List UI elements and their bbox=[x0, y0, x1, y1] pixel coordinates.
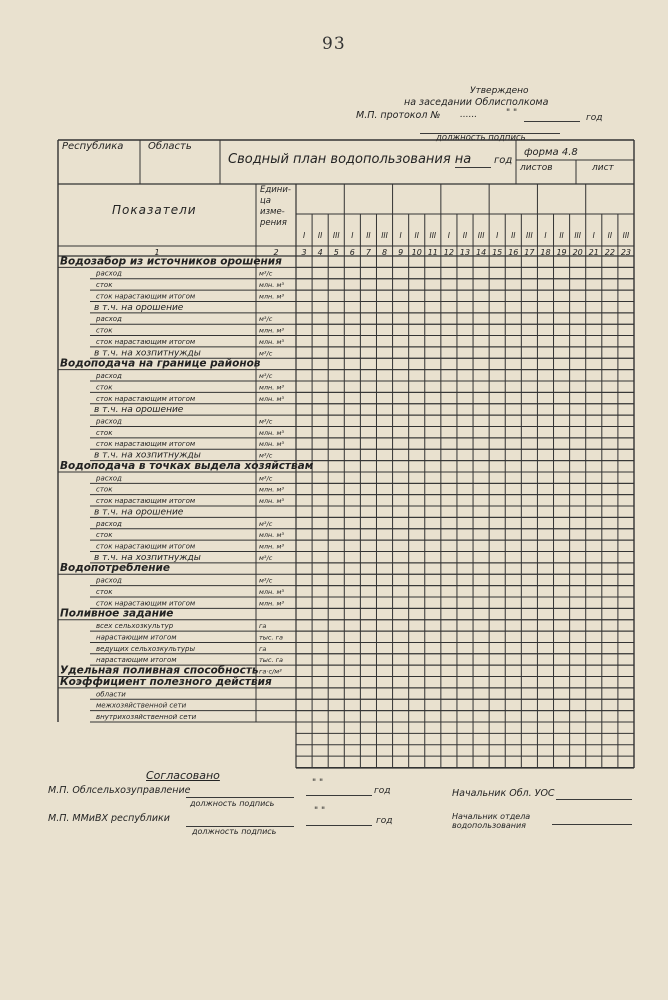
row-label: расход bbox=[96, 519, 122, 528]
row-unit-label: м³/с bbox=[259, 451, 273, 460]
column-number-label: 4 bbox=[317, 248, 323, 257]
row-label: расход bbox=[96, 269, 122, 278]
row-label: межхозяйственной сети bbox=[96, 701, 187, 710]
row-unit-label: м³/с bbox=[259, 269, 273, 278]
footer-agreed: Согласовано bbox=[146, 769, 220, 782]
approval-title: Утверждено bbox=[470, 86, 529, 96]
column-number-label: 16 bbox=[508, 248, 519, 257]
footer-left2-date-line bbox=[306, 825, 372, 826]
row-label: всех сельхозкультур bbox=[96, 622, 174, 631]
row-label: нарастающим итогом bbox=[96, 656, 177, 665]
row-label: расход bbox=[96, 315, 122, 324]
column-number-label: 22 bbox=[604, 248, 615, 257]
header-title: Сводный план водопользования на bbox=[228, 152, 472, 167]
row-label: Поливное задание bbox=[60, 607, 174, 620]
column-number-label: 11 bbox=[427, 248, 438, 257]
footer-right1: Начальник Обл. УОС bbox=[452, 788, 555, 799]
footer-right2: Начальник отдела водопользования bbox=[452, 812, 531, 830]
row-label: Коэффициент полезного действия bbox=[60, 675, 272, 688]
column-number-label: 8 bbox=[381, 248, 388, 257]
row-label: сток нарастающим итогом bbox=[96, 599, 196, 608]
header-form-number: форма 4.8 bbox=[524, 147, 578, 158]
roman-subperiod-label: II bbox=[511, 231, 516, 240]
row-label: Водопотребление bbox=[60, 562, 170, 575]
header-sheets: листов bbox=[520, 163, 553, 173]
column-number-label: 13 bbox=[459, 248, 471, 257]
row-unit-label: млн. м³ bbox=[259, 326, 284, 335]
row-unit-label: м³/с bbox=[259, 553, 273, 562]
row-unit-label: м³/с bbox=[259, 349, 273, 358]
column-number-label: 17 bbox=[524, 248, 535, 257]
approval-protocol: М.П. протокол № bbox=[356, 110, 441, 121]
row-unit-label: га·с/м³ bbox=[259, 667, 282, 676]
row-label: сток bbox=[96, 531, 113, 540]
roman-subperiod-label: II bbox=[414, 231, 419, 240]
row-label: сток нарастающим итогом bbox=[96, 337, 196, 346]
row-unit-label: млн. м³ bbox=[259, 440, 284, 449]
column-number-label: 23 bbox=[620, 248, 632, 257]
row-unit-label: млн. м³ bbox=[259, 383, 284, 392]
row-label: сток bbox=[96, 428, 113, 437]
column-number-label: 14 bbox=[476, 248, 487, 257]
row-unit-label: млн. м³ bbox=[259, 542, 284, 551]
column-number-label: 7 bbox=[365, 248, 371, 257]
row-label: расход bbox=[96, 474, 122, 483]
roman-subperiod-label: III bbox=[429, 231, 437, 240]
column-number-label: 12 bbox=[443, 248, 454, 257]
roman-subperiod-label: I bbox=[302, 231, 306, 240]
column-number-label: 5 bbox=[333, 248, 339, 257]
column-number-label: 10 bbox=[411, 248, 422, 257]
row-label: внутрихозяйственной сети bbox=[96, 713, 197, 721]
row-unit-label: тыс. га bbox=[259, 656, 284, 665]
row-unit-label: млн. м³ bbox=[259, 599, 284, 608]
footer-right1-line bbox=[556, 799, 632, 800]
row-unit-label: тыс. га bbox=[259, 633, 284, 642]
footer-left2-quote: " " bbox=[314, 806, 326, 816]
row-unit-label: млн. м³ bbox=[259, 531, 284, 540]
column-number-label: 19 bbox=[556, 248, 567, 257]
column-number-label: 15 bbox=[492, 248, 503, 257]
row-label: Водозабор из источников орошения bbox=[60, 255, 282, 268]
row-label: Удельная поливная способность bbox=[60, 664, 259, 677]
roman-subperiod-label: II bbox=[559, 231, 564, 240]
indicators-header: Показатели bbox=[112, 203, 197, 217]
row-label: ведущих сельхозкультуры bbox=[96, 644, 195, 653]
roman-subperiod-label: I bbox=[399, 231, 402, 240]
approval-meeting: на заседании Облисполкома bbox=[404, 97, 549, 108]
row-label: сток bbox=[96, 587, 113, 596]
row-label: Водоподача в точках выдела хозяйствам bbox=[60, 459, 314, 472]
row-label: в т.ч. на орошение bbox=[94, 405, 184, 416]
footer-left1-date-line bbox=[306, 795, 372, 796]
roman-subperiod-label: I bbox=[592, 231, 595, 240]
roman-subperiod-label: III bbox=[526, 231, 533, 240]
row-unit-label: млн. м³ bbox=[259, 292, 284, 301]
row-unit-label: м³/с bbox=[259, 315, 273, 324]
row-unit-label: млн. м³ bbox=[259, 337, 284, 346]
row-label: нарастающим итогом bbox=[96, 633, 177, 642]
row-label: сток нарастающим итогом bbox=[96, 394, 196, 403]
roman-subperiod-label: I bbox=[496, 231, 499, 240]
roman-subperiod-label: III bbox=[477, 231, 485, 240]
header-region: Область bbox=[148, 141, 192, 152]
footer-left2-year: год bbox=[376, 816, 393, 826]
column-number-label: 9 bbox=[398, 248, 404, 257]
footer-left1-fields: должность подпись bbox=[190, 799, 275, 808]
row-unit-label: млн. м³ bbox=[259, 485, 284, 494]
roman-subperiod-label: II bbox=[366, 231, 371, 240]
row-unit-label: млн. м³ bbox=[259, 281, 284, 290]
row-label: сток нарастающим итогом bbox=[96, 292, 196, 301]
roman-subperiod-label: III bbox=[381, 231, 388, 240]
column-number-label: 3 bbox=[301, 248, 307, 257]
footer-right2-line bbox=[552, 824, 632, 825]
roman-subperiod-label: III bbox=[622, 231, 630, 240]
row-unit-label: га bbox=[259, 622, 267, 631]
row-unit-label: млн. м³ bbox=[259, 587, 284, 596]
page-number: 93 bbox=[322, 34, 346, 54]
row-label: расход bbox=[96, 576, 122, 585]
row-unit-label: млн. м³ bbox=[259, 497, 284, 506]
row-label: сток bbox=[96, 326, 113, 335]
row-label: в т.ч. на орошение bbox=[94, 302, 184, 313]
approval-position-signature: должность подпись bbox=[436, 133, 526, 143]
column-number-label: 21 bbox=[588, 248, 599, 257]
roman-subperiod-label: III bbox=[574, 231, 581, 240]
roman-subperiod-label: III bbox=[332, 231, 340, 240]
footer-left2-prefix: М.П. ММиВХ республики bbox=[48, 813, 170, 824]
row-unit-label: м³/с bbox=[259, 372, 273, 381]
row-unit-label: м³/с bbox=[259, 519, 273, 528]
row-unit-label: млн. м³ bbox=[259, 394, 284, 403]
row-unit-label: м³/с bbox=[259, 576, 273, 585]
row-label: сток bbox=[96, 485, 113, 494]
row-label: в т.ч. на хозпитнужды bbox=[94, 450, 201, 461]
roman-subperiod-label: II bbox=[462, 231, 468, 240]
header-year-line bbox=[455, 167, 491, 168]
row-label: сток нарастающим итогом bbox=[96, 440, 196, 449]
row-label: области bbox=[96, 690, 126, 699]
column-number-label: 18 bbox=[540, 248, 551, 257]
row-unit-label: га bbox=[259, 644, 267, 653]
footer-left1-prefix: М.П. Облсельхозуправление bbox=[48, 785, 191, 796]
row-label: сток bbox=[96, 281, 113, 290]
unit-header: Едини- ца изме- рения bbox=[260, 185, 291, 228]
row-label: расход bbox=[96, 372, 122, 381]
approval-quote: " " bbox=[506, 108, 518, 118]
row-unit-label: м³/с bbox=[259, 474, 273, 483]
roman-subperiod-label: I bbox=[351, 231, 354, 240]
row-label: Водоподача на границе районов bbox=[60, 357, 261, 370]
header-sheet: лист bbox=[592, 163, 614, 173]
row-label: сток нарастающим итогом bbox=[96, 542, 196, 551]
roman-subperiod-label: I bbox=[544, 231, 547, 240]
footer-left1-year: год bbox=[374, 786, 391, 796]
header-year: год bbox=[494, 155, 513, 166]
row-unit-label: млн. м³ bbox=[259, 428, 284, 437]
footer-left1-quote: " " bbox=[312, 778, 324, 788]
approval-year: год bbox=[586, 113, 603, 123]
column-number-label: 20 bbox=[572, 248, 583, 257]
column-number-label: 1 bbox=[154, 248, 160, 257]
row-label: в т.ч. на хозпитнужды bbox=[94, 552, 201, 563]
header-republic: Республика bbox=[62, 141, 124, 152]
row-label: сток bbox=[96, 383, 113, 392]
roman-subperiod-label: I bbox=[447, 231, 451, 240]
column-number-label: 2 bbox=[273, 248, 279, 257]
row-unit-label: м³/с bbox=[259, 417, 273, 426]
row-label: в т.ч. на орошение bbox=[94, 507, 184, 518]
roman-subperiod-label: II bbox=[317, 231, 323, 240]
column-number-label: 6 bbox=[349, 248, 355, 257]
row-label: сток нарастающим итогом bbox=[96, 497, 196, 506]
row-label: расход bbox=[96, 417, 122, 426]
roman-subperiod-label: II bbox=[607, 231, 613, 240]
row-label: в т.ч. на хозпитнужды bbox=[94, 348, 201, 359]
footer-left1-line bbox=[186, 797, 294, 798]
approval-protocol-dots: ...... bbox=[460, 110, 478, 120]
footer-left2-fields: должность подпись bbox=[192, 827, 277, 836]
